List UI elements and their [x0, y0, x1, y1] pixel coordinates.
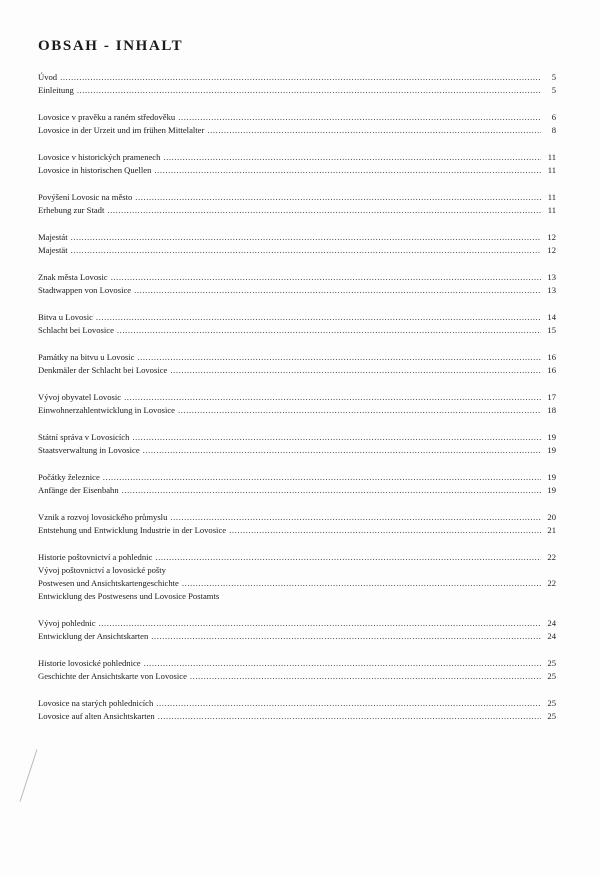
- dot-leader: [132, 431, 541, 444]
- entry-title: Einwohnerzahlentwicklung in Lovosice: [38, 405, 175, 415]
- dot-leader: [151, 630, 541, 643]
- entry-title: Historie poštovnictví a pohlednic: [38, 552, 153, 562]
- dot-leader: [156, 697, 541, 710]
- dot-leader: [96, 311, 541, 324]
- toc-group: [38, 511, 556, 537]
- page-number: 19: [547, 445, 556, 455]
- page-number: 25: [547, 658, 556, 668]
- dot-leader: [178, 111, 541, 124]
- page-number: 17: [547, 392, 556, 402]
- entry-title: Znak města Lovosic: [38, 272, 108, 282]
- page-number: 12: [547, 232, 556, 242]
- dot-leader: [182, 577, 541, 590]
- toc-entry: [38, 324, 556, 337]
- toc-group: [38, 617, 556, 643]
- toc-group: [38, 431, 556, 457]
- toc-group: [38, 391, 556, 417]
- entry-title: Lovosice na starých pohlednicích: [38, 698, 154, 708]
- entry-title: Lovosice in historischen Quellen: [38, 165, 152, 175]
- toc-entry: [38, 391, 556, 404]
- page-number: 8: [551, 125, 556, 135]
- page-number: 11: [547, 165, 556, 175]
- toc-entry: [38, 191, 556, 204]
- entry-title: Entstehung und Entwicklung Industrie in der Lovosice: [38, 525, 227, 535]
- toc-entry: [38, 471, 556, 484]
- toc-group: [38, 111, 556, 137]
- page-number: 21: [547, 525, 556, 535]
- toc-entry: [38, 511, 556, 524]
- toc-entry: [38, 71, 556, 84]
- toc-group: [38, 151, 556, 177]
- toc-entry: [38, 444, 556, 457]
- entry-title: Vznik a rozvoj lovosického průmyslu: [38, 512, 168, 522]
- page-number: 11: [547, 192, 556, 202]
- dot-leader: [144, 657, 541, 670]
- page-number: 11: [547, 205, 556, 215]
- toc-entry: [38, 484, 556, 497]
- toc-entry: [38, 710, 556, 723]
- toc-entry: [38, 151, 556, 164]
- dot-leader: [207, 124, 541, 137]
- dot-leader: [137, 351, 541, 364]
- entry-title: Entwicklung der Ansichtskarten: [38, 631, 149, 641]
- dot-leader: [229, 524, 541, 537]
- toc-entry: [38, 524, 556, 537]
- page-number: 24: [547, 618, 556, 628]
- dot-leader: [99, 617, 541, 630]
- entry-title: Lovosice in der Urzeit und im frühen Mittelalter: [38, 125, 205, 135]
- toc-entry: [38, 84, 556, 97]
- dot-leader: [190, 670, 541, 683]
- toc-entry: [38, 111, 556, 124]
- dot-leader: [158, 710, 541, 723]
- dot-leader: [124, 391, 541, 404]
- page-number: 19: [547, 485, 556, 495]
- dot-leader: [178, 404, 541, 417]
- toc-entry: [38, 617, 556, 630]
- dot-leader: [111, 271, 541, 284]
- entry-title: Geschichte der Ansichtskarte von Lovosice: [38, 671, 187, 681]
- entry-title: Vývoj poštovnictví a lovosické pošty: [38, 565, 166, 575]
- toc-entry: [38, 697, 556, 710]
- toc-group: [38, 551, 556, 603]
- page-number: 5: [551, 85, 556, 95]
- dot-leader: [71, 244, 541, 257]
- dot-leader: [135, 191, 541, 204]
- toc-entry: [38, 564, 556, 577]
- entry-title: Historie lovosické pohlednice: [38, 658, 141, 668]
- dot-leader: [170, 511, 541, 524]
- dot-leader: [103, 471, 541, 484]
- page-number: 25: [547, 698, 556, 708]
- dot-leader: [163, 151, 541, 164]
- toc-group: [38, 271, 556, 297]
- entry-title: Denkmäler der Schlacht bei Lovosice: [38, 365, 168, 375]
- toc-entry: [38, 311, 556, 324]
- toc-entry: [38, 284, 556, 297]
- toc-group: [38, 657, 556, 683]
- entry-title: Památky na bitvu u Lovosic: [38, 352, 135, 362]
- page-number: 12: [547, 245, 556, 255]
- dot-leader: [117, 324, 541, 337]
- page-number: 11: [547, 152, 556, 162]
- entry-title: Lovosice v historických pramenech: [38, 152, 161, 162]
- page-number: 18: [547, 405, 556, 415]
- entry-title: Úvod: [38, 72, 58, 82]
- entry-title: Staatsverwaltung in Lovosice: [38, 445, 140, 455]
- pencil-mark: [20, 749, 38, 802]
- entry-title: Počátky železnice: [38, 472, 100, 482]
- entry-title: Lovosice auf alten Ansichtskarten: [38, 711, 155, 721]
- entry-title: Erhebung zur Stadt: [38, 205, 105, 215]
- entry-title: Vývoj obyvatel Lovosic: [38, 392, 122, 402]
- page-number: 16: [547, 365, 556, 375]
- dot-leader: [143, 444, 541, 457]
- page-number: 19: [547, 432, 556, 442]
- page-number: 19: [547, 472, 556, 482]
- toc-entry: [38, 204, 556, 217]
- page-number: 13: [547, 272, 556, 282]
- entry-title: Vývoj pohlednic: [38, 618, 96, 628]
- toc-entry: [38, 630, 556, 643]
- toc-entry: [38, 551, 556, 564]
- entry-title: Stadtwappen von Lovosice: [38, 285, 132, 295]
- toc-entry: [38, 404, 556, 417]
- toc-group: [38, 191, 556, 217]
- entry-title: Majestát: [38, 232, 68, 242]
- page-number: 15: [547, 325, 556, 335]
- page-number: 25: [547, 711, 556, 721]
- entry-title: Anfänge der Eisenbahn: [38, 485, 119, 495]
- entry-title: Einleitung: [38, 85, 74, 95]
- page-number: 16: [547, 352, 556, 362]
- dot-leader: [134, 284, 541, 297]
- page-number: 14: [547, 312, 556, 322]
- toc-entry: [38, 657, 556, 670]
- table-of-contents: [38, 71, 556, 737]
- page-number: 25: [547, 671, 556, 681]
- toc-entry: [38, 577, 556, 590]
- toc-group: [38, 231, 556, 257]
- toc-entry: [38, 590, 556, 603]
- entry-title: Lovosice v pravěku a raném středověku: [38, 112, 176, 122]
- toc-entry: [38, 124, 556, 137]
- page-number: 22: [547, 552, 556, 562]
- page-number: 20: [547, 512, 556, 522]
- page-number: 24: [547, 631, 556, 641]
- page-number: 13: [547, 285, 556, 295]
- toc-entry: [38, 351, 556, 364]
- dot-leader: [155, 551, 541, 564]
- toc-entry: [38, 364, 556, 377]
- dot-leader: [154, 164, 541, 177]
- toc-entry: [38, 164, 556, 177]
- dot-leader: [122, 484, 541, 497]
- entry-title: Bitva u Lovosic: [38, 312, 93, 322]
- dot-leader: [60, 71, 541, 84]
- dot-leader: [71, 231, 541, 244]
- toc-entry: [38, 244, 556, 257]
- page-number: 22: [547, 578, 556, 588]
- entry-title: Povýšení Lovosic na město: [38, 192, 133, 202]
- entry-title: Majestät: [38, 245, 68, 255]
- entry-title: Postwesen und Ansichtskartengeschichte: [38, 578, 179, 588]
- toc-entry: [38, 271, 556, 284]
- entry-title: Státní správa v Lovosicích: [38, 432, 130, 442]
- toc-group: [38, 71, 556, 97]
- toc-entry: [38, 231, 556, 244]
- dot-leader: [170, 364, 541, 377]
- page-number: 5: [551, 72, 556, 82]
- toc-entry: [38, 431, 556, 444]
- toc-heading: OBSAH - INHALT: [38, 38, 184, 54]
- toc-group: [38, 471, 556, 497]
- dot-leader: [107, 204, 541, 217]
- dot-leader: [77, 84, 541, 97]
- toc-group: [38, 311, 556, 337]
- entry-title: Schlacht bei Lovosice: [38, 325, 114, 335]
- toc-group: [38, 697, 556, 723]
- toc-entry: [38, 670, 556, 683]
- entry-title: Entwicklung des Postwesens und Lovosice Postamts: [38, 591, 220, 601]
- page-number: 6: [551, 112, 556, 122]
- toc-group: [38, 351, 556, 377]
